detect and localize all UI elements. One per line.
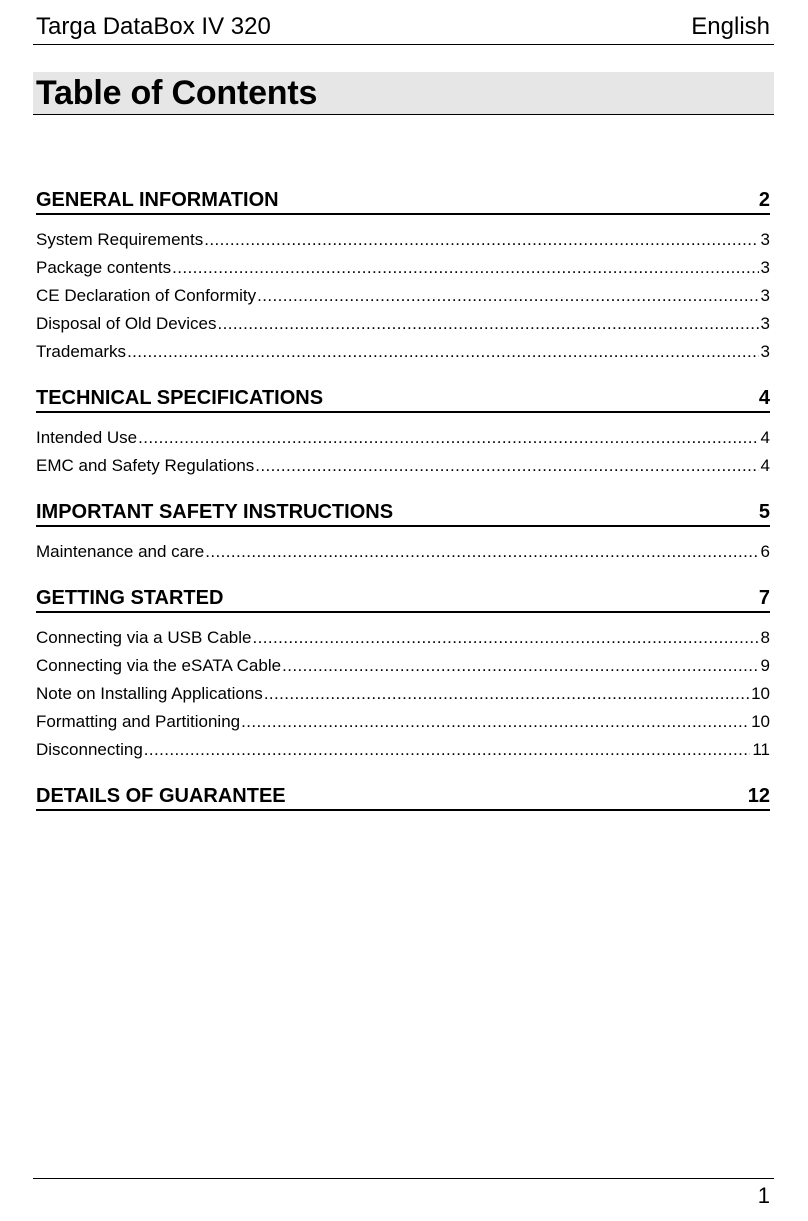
entry-page-number: 8 (760, 628, 770, 647)
page-header (33, 12, 774, 45)
section-page-number: 2 (758, 189, 770, 211)
entry-label: Formatting and Partitioning (36, 712, 241, 731)
entry-label: Connecting via the eSATA Cable (36, 656, 282, 675)
dot-leader (282, 652, 758, 680)
toc-title-bar (33, 72, 774, 115)
toc-entry[interactable] (36, 736, 770, 764)
dot-leader (127, 338, 758, 366)
dot-leader (241, 708, 749, 736)
dot-leader (255, 452, 758, 480)
entry-page-number: 9 (760, 656, 770, 675)
toc-section-heading[interactable] (36, 385, 770, 413)
language-label: English (691, 13, 770, 40)
page-title: Table of Contents (36, 73, 318, 112)
entry-page-number: 10 (751, 684, 770, 703)
section-page-number: 4 (758, 387, 770, 409)
dot-leader (172, 254, 758, 282)
dot-leader (252, 624, 758, 652)
toc-entry[interactable] (36, 680, 770, 708)
toc-entry[interactable] (36, 538, 770, 566)
section-title: IMPORTANT SAFETY INSTRUCTIONS (36, 501, 394, 523)
entry-page-number: 3 (760, 230, 770, 249)
toc-entry[interactable] (36, 282, 770, 310)
product-name: Targa DataBox IV 320 (36, 13, 271, 40)
toc-entry[interactable] (36, 624, 770, 652)
toc-entry[interactable] (36, 310, 770, 338)
entry-label: Connecting via a USB Cable (36, 628, 252, 647)
toc-section-heading[interactable] (36, 187, 770, 215)
page-number: 1 (757, 1183, 770, 1208)
dot-leader (217, 310, 758, 338)
section-page-number: 5 (758, 501, 770, 523)
toc-entry[interactable] (36, 452, 770, 480)
entry-label: Intended Use (36, 428, 138, 447)
toc-section (36, 187, 770, 366)
dot-leader (204, 226, 758, 254)
toc-entry[interactable] (36, 652, 770, 680)
toc-section (36, 385, 770, 480)
entry-label: System Requirements (36, 230, 204, 249)
toc-entry[interactable] (36, 424, 770, 452)
section-page-number: 12 (747, 785, 770, 807)
entry-page-number: 11 (752, 740, 770, 759)
entry-label: Disposal of Old Devices (36, 314, 217, 333)
toc-entry[interactable] (36, 338, 770, 366)
table-of-contents (36, 187, 770, 830)
dot-leader (205, 538, 758, 566)
dot-leader (257, 282, 758, 310)
toc-section (36, 499, 770, 566)
toc-section (36, 783, 770, 811)
entry-page-number: 3 (760, 286, 770, 305)
entry-label: Trademarks (36, 342, 127, 361)
section-title: GENERAL INFORMATION (36, 189, 279, 211)
entry-label: Package contents (36, 258, 172, 277)
entry-page-number: 4 (760, 456, 770, 475)
toc-section-heading[interactable] (36, 783, 770, 811)
entry-label: Disconnecting (36, 740, 143, 759)
section-page-number: 7 (758, 587, 770, 609)
entry-page-number: 6 (760, 542, 770, 561)
toc-section-heading[interactable] (36, 585, 770, 613)
toc-entry[interactable] (36, 254, 770, 282)
entry-label: EMC and Safety Regulations (36, 456, 255, 475)
entry-page-number: 3 (760, 342, 770, 361)
dot-leader (144, 736, 751, 764)
section-title: DETAILS OF GUARANTEE (36, 785, 286, 807)
entry-page-number: 3 (760, 258, 770, 277)
dot-leader (138, 424, 758, 452)
entry-page-number: 3 (760, 314, 770, 333)
toc-section (36, 585, 770, 764)
toc-section-heading[interactable] (36, 499, 770, 527)
entry-page-number: 10 (751, 712, 770, 731)
dot-leader (264, 680, 749, 708)
section-title: TECHNICAL SPECIFICATIONS (36, 387, 324, 409)
section-title: GETTING STARTED (36, 587, 224, 609)
entry-label: Maintenance and care (36, 542, 205, 561)
toc-entry[interactable] (36, 226, 770, 254)
entry-label: CE Declaration of Conformity (36, 286, 257, 305)
toc-entry[interactable] (36, 708, 770, 736)
entry-label: Note on Installing Applications (36, 684, 263, 703)
footer-rule (33, 1178, 774, 1179)
entry-page-number: 4 (760, 428, 770, 447)
